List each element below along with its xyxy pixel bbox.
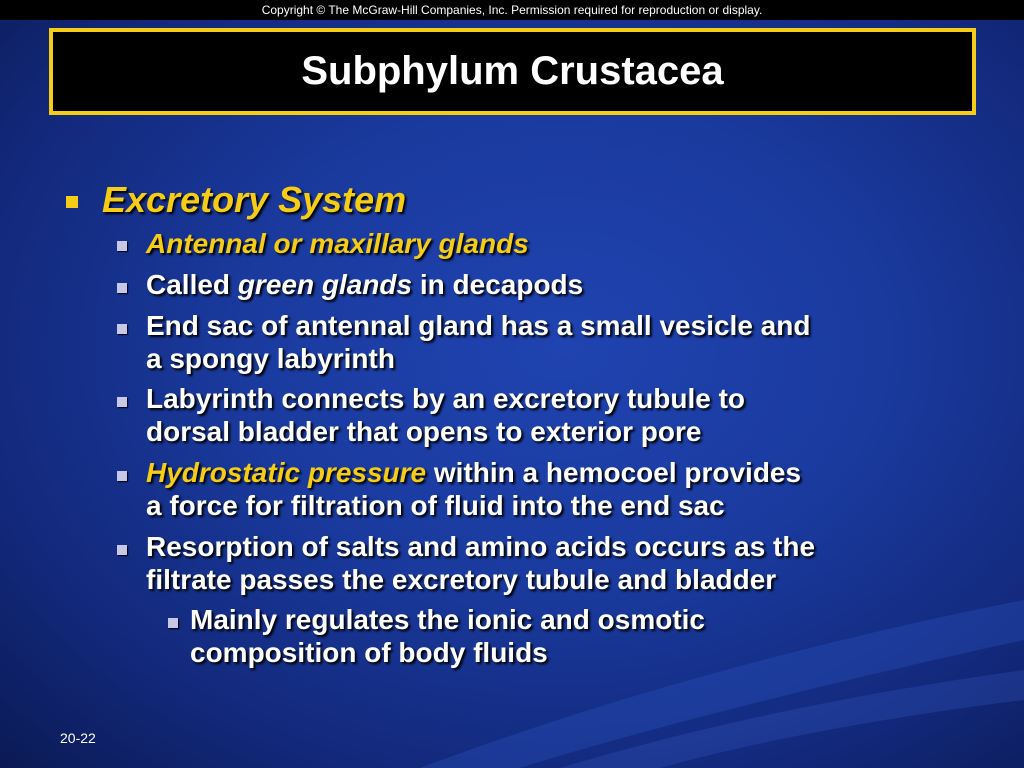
- bullet-marker: [117, 241, 127, 251]
- bullet-end-sac-line2: a spongy labyrinth: [146, 343, 395, 374]
- bullet-antennal-glands: Antennal or maxillary glands: [146, 228, 529, 259]
- copyright-notice: Copyright © The McGraw-Hill Companies, Inc. Permission required for reproduction or display.: [0, 0, 1024, 20]
- bullet-resorption-line1: Resorption of salts and amino acids occurs as the: [146, 531, 816, 562]
- bullet-hydrostatic-line2: a force for filtration of fluid into the end sac: [146, 490, 725, 521]
- bullet-green-glands-post: in decapods: [412, 269, 584, 300]
- bullet-marker: [117, 471, 127, 481]
- bullet-marker: [168, 618, 178, 628]
- bullet-end-sac-line1: End sac of antennal gland has a small vesicle and: [146, 310, 811, 341]
- bullet-marker: [117, 545, 127, 555]
- bullet-resorption-line2: filtrate passes the excretory tubule and bladder: [146, 564, 777, 595]
- hydrostatic-pressure-term: Hydrostatic pressure: [146, 457, 427, 488]
- excretory-system-heading: Excretory System: [102, 179, 407, 220]
- bullet-marker: [66, 196, 78, 208]
- bullet-regulates-line2: composition of body fluids: [190, 637, 548, 668]
- bullet-hydrostatic-line1: [146, 457, 801, 489]
- bullet-labyrinth-line2: dorsal bladder that opens to exterior pore: [146, 416, 702, 447]
- page-number: 20-22: [60, 730, 96, 746]
- bullet-regulates-line1: Mainly regulates the ionic and osmotic: [190, 604, 705, 635]
- bullet-marker: [117, 283, 127, 293]
- bullet-labyrinth-line1: Labyrinth connects by an excretory tubule to: [146, 383, 746, 414]
- green-glands-term: green glands: [237, 269, 413, 300]
- bullet-marker: [117, 324, 127, 334]
- bullet-green-glands: [146, 269, 583, 301]
- bullet-marker: [117, 397, 127, 407]
- bullet-green-glands-pre: Called: [146, 269, 238, 300]
- slide-title: Subphylum Crustacea: [301, 49, 724, 93]
- bullet-hydrostatic-post: within a hemocoel provides: [426, 457, 802, 488]
